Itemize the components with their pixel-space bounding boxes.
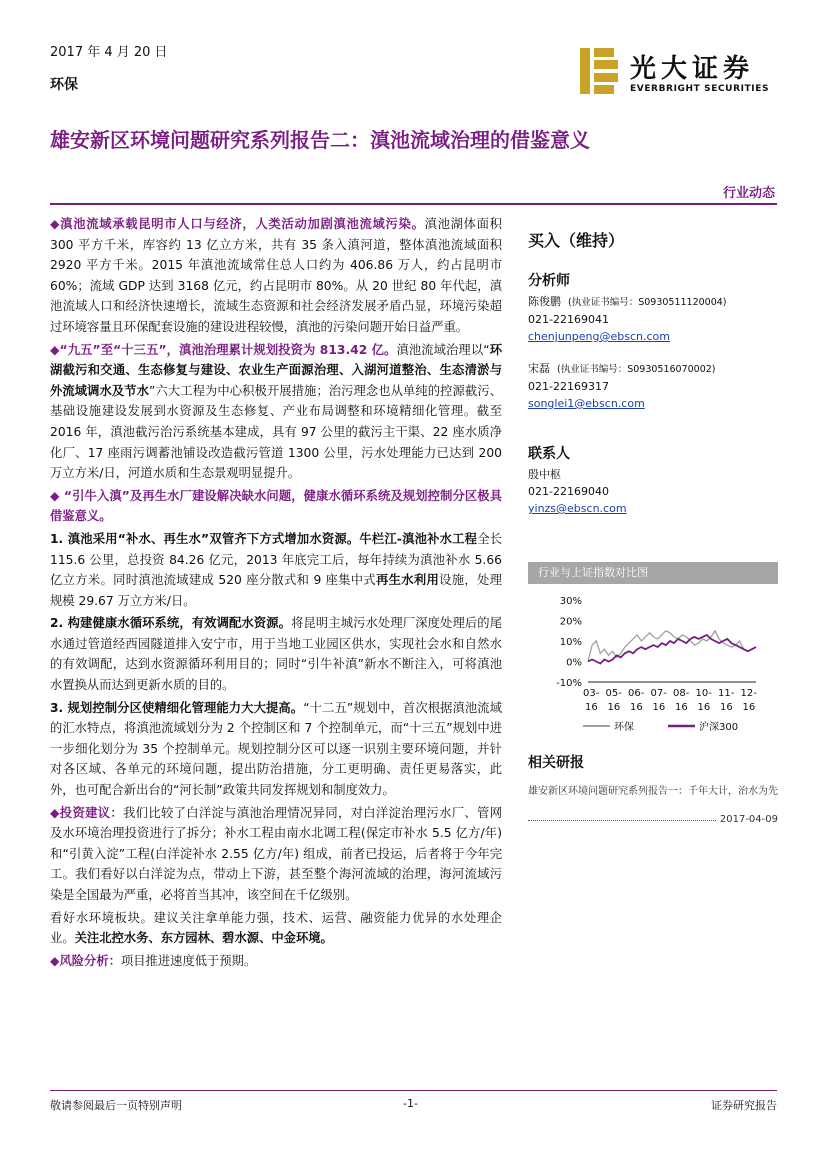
related-report-date: 2017-04-09 [719,814,778,825]
main-body [50,214,502,973]
y-tick-label: 20% [559,616,582,628]
bold-text: 再生水利用 [376,573,440,588]
x-tick-label: 16 [585,702,598,713]
body-text: 全长 115.6 公里，总投资 84.26 亿元，2013 年底完工后，每年持续为滇池补水 5.66 亿立方米。同时滇池流域建成 520 座分散式和 9 座集中式 [50,531,502,588]
body-text: 设施，处理规模 29.67 万立方米/日。 [50,573,502,608]
contact-heading: 联系人 [528,446,570,462]
related-report-date-row [528,814,778,825]
analyst-card [528,360,780,412]
series-line-hs300 [588,635,756,664]
paragraph-point-2 [50,613,502,695]
x-tick-label: 12- [740,688,757,699]
x-tick-label: 16 [652,702,666,713]
paragraph-risk [50,951,502,972]
analyst-cert: (执业证书编号：S0930511120004) [568,297,727,308]
related-report-title[interactable]: 雄安新区环境问题研究系列报告一：千年大计，治水为先 [528,786,778,797]
footer-label: 证券研究报告 [711,1099,777,1112]
highlight-text: ◆投资建议： [50,805,124,820]
y-tick-label: 0% [566,657,582,669]
legend-label: 沪深300 [699,722,739,733]
body-text: ”六大工程为中心积极开展措施；治污理念也从单纯的控源截污、基础设施建设发展到水资源及生态修复、产业布局调整和环境精细化管理。截至 2016 年，滇池截污治污系统基本建成，具有 97 公里的截污主干渠、22 座水质净化厂、17 座雨污调蓄池铺设改造截污管道 1300 公里，污水处理能力已达到 200 万立方米/日，河道水质和生态景观明显提升。 [50,383,502,481]
contact-name: 殷中枢 [528,468,561,481]
footer-divider [50,1090,777,1091]
paragraph-investment [50,340,502,484]
analyst-card [528,293,780,345]
bold-text: 2. 构建健康水循环系统，有效调配水资源。 [50,616,292,631]
body-text: 滇池湖体面积 300 平方千米，库容约 13 亿立方米，共有 35 条入滇河道，整体滇池流域面积 2920 平方千米。2015 年滇池流域常住总人口约为 406.86 万人，约占昆明市 60%；流域 GDP 达到 3168 亿元，约占昆明市 80%。从 20 世纪 80 年代起，滇池流域人口和经济快速增长，流域生态资源和社会经济发展矛盾凸显，环境污染超过环境容量且环保配套设施的建设进程较慢，滇池的污染问题开始日益严重。 [50,217,502,334]
body-text: 我们比较了白洋淀与滇池治理情况异同，对白洋淀治理污水厂、管网及水环境治理投资进行了拆分；补水工程由南水北调工程(保定市补水 5.5 亿方/年) 和“引黄入淀”工程(白洋淀补水 2.55 亿方/年) 组成，前者已投运，后者将于今年完工。我们看好以白洋淀为点，带动上下游，甚至整个海河流域的治理，海河流域污染是全国最为严重，必将首当其冲，该空间在千亿级别。 [50,805,502,902]
doc-type: 行业动态 [722,186,775,201]
y-tick-label: -10% [556,678,582,689]
paragraph-population [50,214,502,338]
x-tick-label: 16 [607,702,621,713]
y-tick-label: 30% [559,596,582,607]
contact-email[interactable]: yinzs@ebscn.com [528,502,627,515]
footer-disclaimer: 敬请参阅最后一页特别声明 [50,1099,182,1112]
series-line-env [588,631,756,662]
bold-text: 3. 规划控制分区使精细化管理能力大大提高。 [50,700,304,715]
x-tick-label: 03- [583,688,600,699]
x-tick-label: 07- [650,688,667,699]
body-text: 看好水环境板块。建议关注拿单能力强，技术、运营、融资能力优异的水处理企业。 [50,910,502,946]
company-logo [580,48,780,98]
x-tick-label: 16 [720,702,733,713]
analyst-cert: (执业证书编号：S0930516070002) [557,364,716,375]
paragraph-point-3 [50,698,502,801]
x-tick-label: 10- [695,688,712,699]
header-divider [50,203,777,205]
body-text: “十二五”规划中，首次根据滇池流域的汇水特点，将滇池流域划分为 2 个控制区和 7 个控制单元，而“十三五”规划中进一步细化划分为 35 个控制单元。规划控制分区可以逐一识别主要环境问题，并针对各区域、各单元的环境问题，提出防治措施，分工更明确、责任更易落实，此外，也可配合新出台的“河长制”政策共同发挥规划和制度效力。 [50,700,503,798]
x-tick-label: 05- [605,688,622,699]
sector-label: 环保 [50,77,78,93]
x-tick-label: 06- [628,688,645,699]
paragraph-point-1 [50,529,502,611]
logo-text-cn: 光大证券 [630,54,755,84]
paragraph-recommendation [50,908,502,949]
highlight-text: ◆风险分析： [50,953,121,968]
contact-card [528,466,780,517]
paragraph-water-diversion [50,486,502,527]
highlight-text: ◆滇池流域承载昆明市人口与经济，人类活动加剧滇池流域污染。 [50,217,425,231]
x-tick-label: 08- [673,688,690,699]
analyst-phone: 021-22169041 [528,313,609,326]
x-tick-label: 16 [742,702,756,713]
contact-phone: 021-22169040 [528,485,609,498]
chart-title: 行业与上证指数对比图 [528,562,778,584]
body-text: 滇池流域治理以“ [396,342,490,357]
x-tick-label: 16 [697,702,711,713]
bold-text: 环湖截污和交通、生态修复与建设、农业生产面源治理、入湖河道整治、生态清淤与外流域调水及节水 [50,342,502,398]
bold-text: 1. 滇池采用“补水、再生水”双管齐下方式增加水资源。牛栏江-滇池补水工程 [50,531,478,546]
x-tick-label: 11- [718,688,735,699]
highlight-text: ◆ “引牛入滇”及再生水厂建设解决缺水问题，健康水循环系统及规划控制分区极具借鉴意义。 [50,488,502,524]
x-tick-label: 16 [630,702,643,713]
report-date: 2017 年 4 月 20 日 [50,45,168,60]
legend-label: 环保 [614,722,634,733]
logo-text-en: EVERBRIGHT SECURITIES [630,84,770,94]
logo-mark-icon [580,48,620,94]
body-text: 将昆明主城污水处理厂深度处理后的尾水通过管道经西园隧道排入安宁市，用于当地工业园区供水，实现社会水和自然水的有效调配，达到水资源循环利用目的；同时“引牛补滇”新水不断注入，可将滇池水置换从而达到更新水质的目的。 [50,616,502,693]
related-heading: 相关研报 [528,755,584,771]
rating: 买入（维持） [528,231,625,250]
highlight-text: ◆“九五”至“十三五”，滇池治理累计规划投资为 813.42 亿。 [50,342,397,357]
paragraph-investment-advice [50,803,502,906]
page-number: -1- [403,1097,418,1110]
body-text: 项目推进速度低于预期。 [120,953,257,968]
analyst-phone: 021-22169317 [528,380,609,393]
analyst-name: 宋磊 [528,362,550,375]
analyst-heading: 分析师 [528,273,570,289]
y-tick-label: 10% [559,637,582,648]
analyst-email[interactable]: songlei1@ebscn.com [528,397,645,410]
report-title: 雄安新区环境问题研究系列报告二：滇池流域治理的借鉴意义 [50,128,590,152]
comparison-chart [528,588,780,743]
analyst-email[interactable]: chenjunpeng@ebscn.com [528,330,670,343]
analyst-name: 陈俊鹏 [528,295,561,308]
x-tick-label: 16 [675,702,688,713]
leader-dots [528,814,716,821]
bold-text: 关注北控水务、东方园林、碧水源、中金环境。 [74,931,333,946]
